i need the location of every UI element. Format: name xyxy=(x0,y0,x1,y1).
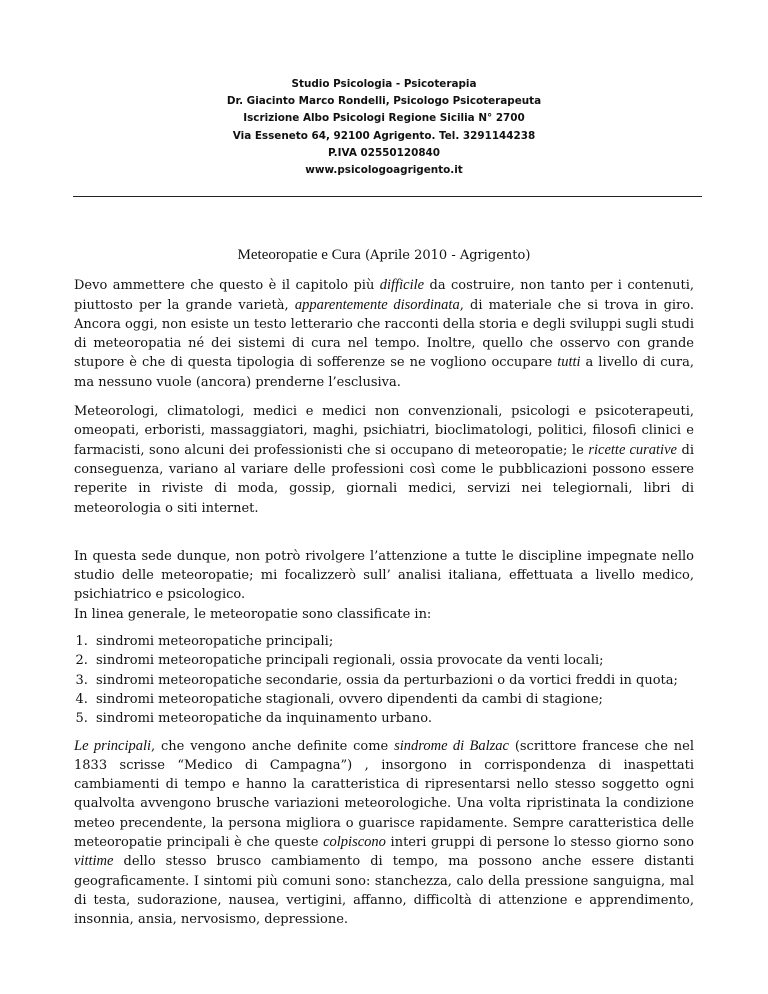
emphasis: Le principali xyxy=(74,737,152,754)
title-main: Meteoropatie e Cura xyxy=(237,247,361,263)
list-item: 4. sindromi meteoropatiche stagionali, ovvero dipendenti da cambi di stagione; xyxy=(92,690,694,709)
document-title xyxy=(74,246,694,265)
list-item: 1. sindromi meteoropatiche principali; xyxy=(92,632,694,651)
emphasis: difficile xyxy=(379,277,425,294)
letterhead-website: www.psicologoagrigento.it xyxy=(305,164,463,177)
text-run: , che vengono anche definite come xyxy=(151,738,395,754)
letterhead-studio-name: Studio Psicologia - Psicoterapia xyxy=(291,78,477,90)
letterhead-registration: Iscrizione Albo Psicologi Regione Sicilia N° 2700 xyxy=(243,112,525,125)
text-run: interi gruppi di persone lo stesso giorno sono xyxy=(385,835,694,851)
paragraph-professionals xyxy=(74,402,694,518)
list-item: 5. sindromi meteoropatiche da inquinamento urbano. xyxy=(92,709,694,728)
letterhead-vat: P.IVA 02550120840 xyxy=(327,146,441,159)
text-run: Devo ammettere che questo è il capitolo più xyxy=(74,278,380,294)
header-divider xyxy=(73,196,702,197)
classification-list xyxy=(74,632,694,728)
emphasis: ricette curative xyxy=(588,441,677,458)
text-run: da costruire, non tanto per i contenuti, piuttosto per la grande varietà, xyxy=(74,278,694,313)
emphasis: vittime xyxy=(74,853,114,870)
text-run: Meteorologi, climatologi, medici e medici non convenzionali, psicologi e psicoterapeuti, omeopati, erboristi, massaggiatori, maghi, psichiatri, bioclimatologi, politici, filosofi clinici e farmacisti, sono alcuni dei professionisti che si occupano di meteoropatie; le xyxy=(74,404,694,458)
text-run: a livello di cura, ma nessuno vuole (ancora) prenderne l’esclusiva. xyxy=(74,355,694,390)
paragraph-intro xyxy=(74,276,694,392)
letterhead-address: Via Esseneto 64, 92100 Agrigento. Tel. 3291144238 xyxy=(232,129,536,142)
emphasis: sindrome di Balzac xyxy=(394,737,509,754)
letterhead xyxy=(0,76,768,179)
text-run: dello stesso brusco cambiamento di tempo, ma possono anche essere distanti geograficamente. I sintomi più comuni sono: stanchezza, calo della pressione sanguigna, mal di testa, sudorazione, nausea, vertigini, affanno, difficoltà di attenzione e apprendimento, insonnia, ansia, nervosismo, depressione. xyxy=(74,854,694,928)
text-run: (scrittore francese che nel 1833 scrisse “Medico di Campagna”) , insorgono in corrispondenza di inaspettati cambiamenti di tempo e hanno la caratteristica di ripresentarsi nello stesso soggetto ogni qualvolta avvengono brusche variazioni meteorologiche. Una volta ripristinata la condizione meteo precendente, la persona migliora o guarisce rapidamente. Sempre caratteristica delle meteoropatie principali è che queste xyxy=(74,738,694,851)
emphasis: colpiscono xyxy=(323,834,386,851)
list-item: 3. sindromi meteoropatiche secondarie, ossia da perturbazioni o da vortici freddi in quota; xyxy=(92,671,694,690)
title-subtitle: (Aprile 2010 - Agrigento) xyxy=(360,248,531,263)
document-body xyxy=(74,246,694,930)
paragraph-focus: In questa sede dunque, non potrò rivolgere l’attenzione a tutte le discipline impegnate nello studio delle meteoropatie; mi focalizzerò sull’ analisi italiana, effettuata a livello medico, psichiatrico e psicologico. xyxy=(74,548,694,603)
emphasis: tutti xyxy=(557,354,581,371)
text-run: , di materiale che si trova in giro. Ancora oggi, non esiste un testo letterario che racconti della storia e degli sviluppi sugli studi di meteoropatia né dei sistemi di cura nel tempo. Inoltre, quello che osservo con grande stupore è che di questa tipologia di sofferenze se ne vogliono occupare xyxy=(74,297,695,371)
text-run: di conseguenza, variano al variare delle professioni così come le pubblicazioni possono essere reperite in riviste di moda, gossip, giornali medici, servizi nei telegiornali, libri di meteorologia o siti internet. xyxy=(74,442,695,516)
paragraph-classification-intro: In linea generale, le meteoropatie sono classificate in: xyxy=(74,606,432,622)
letterhead-doctor-name: Dr. Giacinto Marco Rondelli, Psicologo Psicoterapeuta xyxy=(226,95,542,108)
paragraph-principali xyxy=(74,737,694,930)
list-item: 2. sindromi meteoropatiche principali regionali, ossia provocate da venti locali; xyxy=(92,651,694,670)
emphasis: apparentemente disordinata xyxy=(294,296,460,313)
